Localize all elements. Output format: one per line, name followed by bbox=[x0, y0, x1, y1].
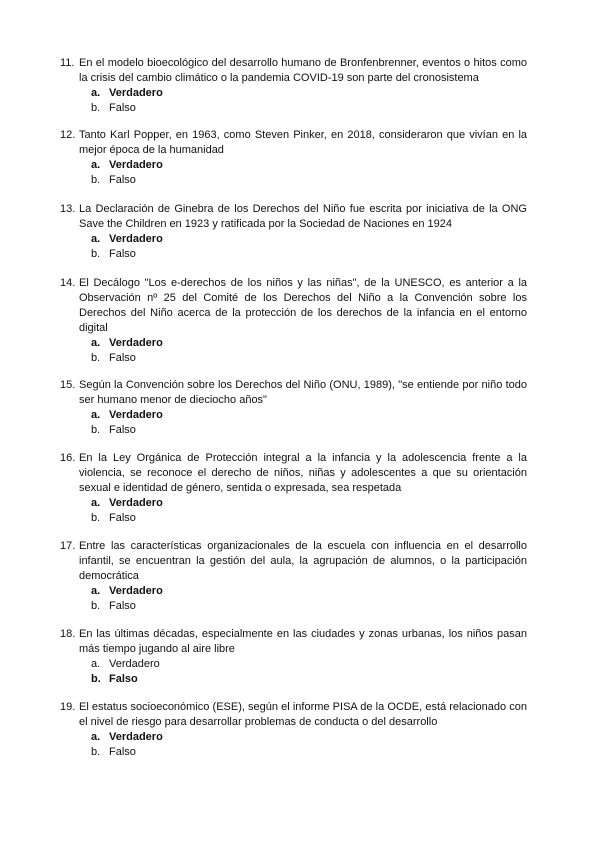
option-letter: b. bbox=[91, 248, 101, 260]
option-label: Falso bbox=[109, 102, 136, 114]
question-text: El estatus socioeconómico (ESE), según el informe PISA de la OCDE, está relacionado con el nivel de riesgo para desarrollar problemas de conducta o del desarrollo bbox=[79, 701, 527, 728]
option-letter: a. bbox=[91, 233, 101, 245]
question-text: En las últimas décadas, especialmente en las ciudades y zonas urbanas, los niños pasan más tiempo jugando al aire libre bbox=[79, 628, 527, 655]
option-letter: a. bbox=[91, 159, 101, 171]
option-letter: a. bbox=[91, 731, 101, 743]
option-a bbox=[91, 336, 527, 351]
question-text: En la Ley Orgánica de Protección integral a la infancia y la adolescencia frente a la violencia, se reconoce el derecho de niños, niñas y adolescentes a que su orientación sexual e identidad de género, sentida o expresada, sea respetada bbox=[79, 452, 527, 494]
option-label: Verdadero bbox=[109, 497, 163, 509]
option-label: Verdadero bbox=[109, 233, 163, 245]
question-11 bbox=[60, 56, 527, 116]
question-text: Según la Convención sobre los Derechos del Niño (ONU, 1989), "se entiende por niño todo ser humano menor de dieciocho años" bbox=[79, 379, 527, 406]
question-number: 19. bbox=[60, 701, 76, 713]
option-letter: a. bbox=[91, 87, 101, 99]
option-letter: b. bbox=[91, 174, 101, 186]
option-a bbox=[91, 158, 527, 173]
question-number: 17. bbox=[60, 540, 76, 552]
question-number: 18. bbox=[60, 628, 76, 640]
option-label: Falso bbox=[109, 600, 136, 612]
question-12 bbox=[60, 128, 527, 188]
question-text: En el modelo bioecológico del desarrollo humano de Bronfenbrenner, eventos o hitos como la crisis del cambio climático o la pandemia COVID-19 son parte del cronosistema bbox=[79, 57, 527, 84]
option-letter: a. bbox=[91, 409, 101, 421]
question-15 bbox=[60, 378, 527, 438]
option-b bbox=[91, 745, 527, 760]
question-13 bbox=[60, 202, 527, 262]
option-letter: a. bbox=[91, 497, 101, 509]
option-label: Falso bbox=[109, 174, 136, 186]
option-b bbox=[91, 101, 527, 116]
option-a bbox=[91, 408, 527, 423]
option-label: Falso bbox=[109, 673, 138, 685]
question-text: El Decálogo "Los e-derechos de los niños y las niñas", de la UNESCO, es anterior a la Observación nº 25 del Comité de los Derechos del Niño a la Convención sobre los Derechos del Niño acerca de la protección de los derechos de la infancia en el entorno digital bbox=[79, 277, 527, 334]
question-18 bbox=[60, 627, 527, 687]
option-label: Falso bbox=[109, 424, 136, 436]
option-letter: a. bbox=[91, 658, 101, 670]
option-label: Verdadero bbox=[109, 337, 163, 349]
option-letter: b. bbox=[91, 424, 101, 436]
option-letter: b. bbox=[91, 746, 101, 758]
answer-options bbox=[91, 584, 527, 614]
option-a bbox=[91, 496, 527, 511]
option-letter: b. bbox=[91, 102, 101, 114]
answer-options bbox=[91, 232, 527, 262]
answer-options bbox=[91, 496, 527, 526]
option-a bbox=[91, 86, 527, 101]
option-label: Verdadero bbox=[109, 658, 160, 670]
option-b bbox=[91, 351, 527, 366]
option-a bbox=[91, 657, 527, 672]
option-b bbox=[91, 511, 527, 526]
option-letter: b. bbox=[91, 352, 101, 364]
answer-options bbox=[91, 730, 527, 760]
option-letter: b. bbox=[91, 673, 101, 685]
option-b bbox=[91, 247, 527, 262]
answer-options bbox=[91, 336, 527, 366]
option-letter: a. bbox=[91, 585, 101, 597]
option-a bbox=[91, 730, 527, 745]
answer-options bbox=[91, 408, 527, 438]
question-16 bbox=[60, 451, 527, 526]
option-b bbox=[91, 599, 527, 614]
option-label: Falso bbox=[109, 746, 136, 758]
question-number: 15. bbox=[60, 379, 76, 391]
question-14 bbox=[60, 276, 527, 366]
option-label: Falso bbox=[109, 512, 136, 524]
answer-options bbox=[91, 158, 527, 188]
option-a bbox=[91, 584, 527, 599]
question-text: Tanto Karl Popper, en 1963, como Steven Pinker, en 2018, consideraron que vivían en la mejor época de la humanidad bbox=[79, 129, 527, 156]
option-label: Verdadero bbox=[109, 159, 163, 171]
option-b bbox=[91, 672, 527, 687]
option-label: Verdadero bbox=[109, 731, 163, 743]
question-text: La Declaración de Ginebra de los Derechos del Niño fue escrita por iniciativa de la ONG Save the Children en 1923 y ratificada por la Sociedad de Naciones en 1924 bbox=[79, 203, 527, 230]
option-b bbox=[91, 423, 527, 438]
option-label: Verdadero bbox=[109, 585, 163, 597]
option-label: Falso bbox=[109, 248, 136, 260]
option-label: Verdadero bbox=[109, 87, 163, 99]
option-a bbox=[91, 232, 527, 247]
option-letter: a. bbox=[91, 337, 101, 349]
question-number: 14. bbox=[60, 277, 76, 289]
question-17 bbox=[60, 539, 527, 614]
question-number: 12. bbox=[60, 129, 76, 141]
question-19 bbox=[60, 700, 527, 760]
option-label: Verdadero bbox=[109, 409, 163, 421]
option-label: Falso bbox=[109, 352, 136, 364]
option-letter: b. bbox=[91, 512, 101, 524]
question-number: 11. bbox=[60, 57, 75, 69]
option-letter: b. bbox=[91, 600, 101, 612]
answer-options bbox=[91, 86, 527, 116]
option-b bbox=[91, 173, 527, 188]
question-text: Entre las características organizacionales de la escuela con influencia en el desarrollo infantil, se encuentran la gestión del aula, la agrupación de alumnos, o la participación democrática bbox=[79, 540, 527, 582]
question-number: 16. bbox=[60, 452, 76, 464]
question-number: 13. bbox=[60, 203, 76, 215]
answer-options bbox=[91, 657, 527, 687]
